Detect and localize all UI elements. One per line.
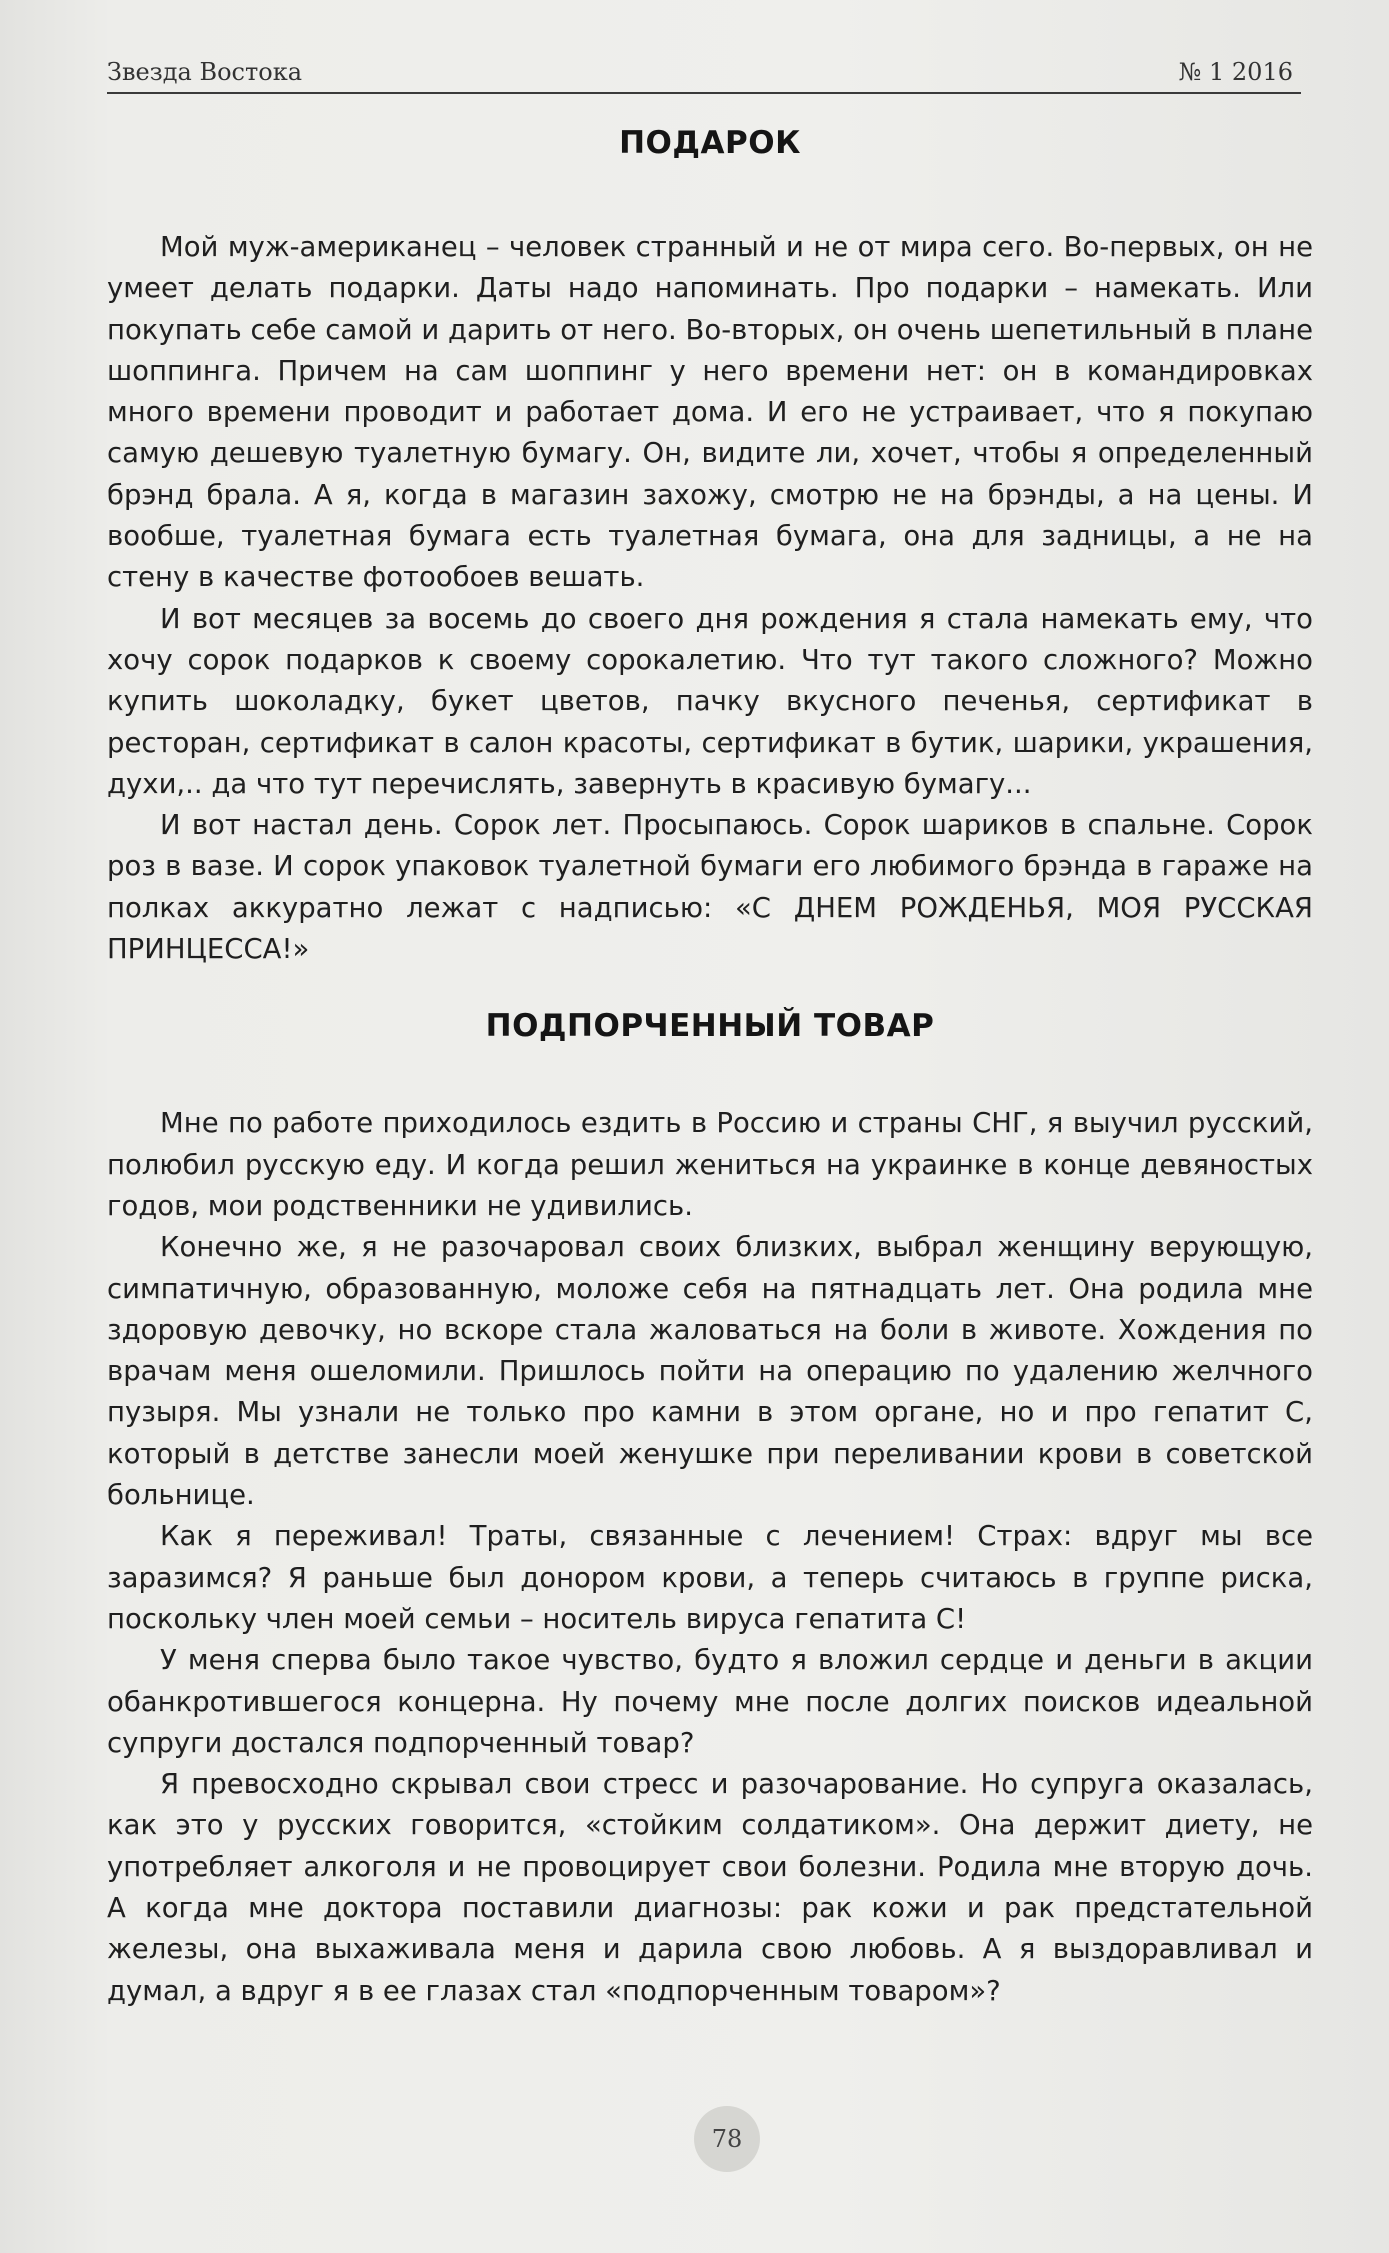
running-header (107, 52, 1301, 94)
page-content (107, 125, 1313, 2012)
paragraph: Конечно же, я не разочаровал своих близких, выбрал женщину верующую, симпатичную, образованную, моложе себя на пятнадцать лет. Она родила мне здоровую девочку, но вскоре стала жаловаться на боли в животе. Хождения по врачам меня ошеломили. Пришлось пойти на операцию по удалению желчного пузыря. Мы узнали не только про камни в этом органе, но и про гепатит С, который в детстве занесли моей женушке при переливании крови в советской больнице. (107, 1231, 1313, 1512)
story-body-podporchenny-tovar (107, 1103, 1313, 2012)
story-body-podarok (107, 227, 1313, 970)
paragraph: У меня сперва было такое чувство, будто я вложил сердце и деньги в акции обанкротившегося концерна. Ну почему мне после долгих поисков идеальной супруги достался подпорченный товар? (107, 1644, 1313, 1759)
paragraph: И вот месяцев за восемь до своего дня рождения я стала намекать ему, что хочу сорок подарков к своему сорокалетию. Что тут такого сложного? Можно купить шоколадку, букет цветов, пачку вкусного печенья, сертификат в ресторан, сертификат в салон красоты, сертификат в бутик, шарики, украшения, духи,.. да что тут перечислять, завернуть в красивую бумагу... (107, 602, 1313, 800)
paragraph: Как я переживал! Траты, связанные с лечением! Страх: вдруг мы все заразимся? Я раньше был донором крови, а теперь считаюсь в группе риска, поскольку член моей семьи – носитель вируса гепатита С! (107, 1520, 1313, 1635)
journal-title: Звезда Востока (107, 58, 303, 86)
story-title-podarok: ПОДАРОК (619, 125, 801, 161)
paragraph: Я превосходно скрывал свои стресс и разочарование. Но супруга оказалась, как это у русских говорится, «стойким солдатиком». Она держит диету, не употребляет алкоголя и не провоцирует свои болезни. Родила мне вторую дочь. А когда мне доктора поставили диагнозы: рак кожи и рак предстательной железы, она выхаживала меня и дарила свою любовь. А я выздоравливал и думал, а вдруг я в ее глазах стал «подпорченным товаром»? (107, 1768, 1313, 2007)
paragraph: Мне по работе приходилось ездить в Россию и страны СНГ, я выучил русский, полюбил русскую еду. И когда решил жениться на украинке в конце девяностых годов, мои родственники не удивились. (107, 1107, 1313, 1222)
page-number: 78 (694, 2106, 760, 2172)
paragraph: Мой муж-американец – человек странный и не от мира сего. Во-первых, он не умеет делать подарки. Даты надо напоминать. Про подарки – намекать. Или покупать себе самой и дарить от него. Во-вторых, он очень шепетильный в плане шоппинга. Причем на сам шоппинг у него времени нет: он в командировках много времени проводит и работает дома. И его не устраивает, что я покупаю самую дешевую туалетную бумагу. Он, видите ли, хочет, чтобы я определенный брэнд брала. А я, когда в магазин захожу, смотрю не на брэнды, а на цены. И вообше, туалетная бумага есть туалетная бумага, она для задницы, а не на стену в качестве фотообоев вешать. (107, 231, 1313, 594)
story-title-podporchenny-tovar: ПОДПОРЧЕННЫЙ ТОВАР (485, 1008, 935, 1045)
paragraph: И вот настал день. Сорок лет. Просыпаюсь. Сорок шариков в спальне. Сорок роз в вазе. И сорок упаковок туалетной бумаги его любимого брэнда в гараже на полках аккуратно лежат с надписью: «С ДНЕМ РОЖДЕНЬЯ, МОЯ РУССКАЯ ПРИНЦЕССА!» (107, 809, 1313, 966)
issue-number: № 1 2016 (1178, 58, 1293, 86)
